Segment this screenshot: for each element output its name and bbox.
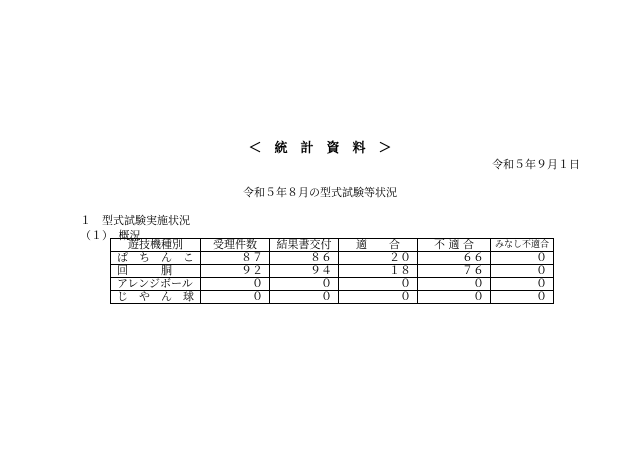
cell-non-compliant: ０	[418, 278, 491, 291]
table-row	[111, 252, 554, 265]
cell-results-issued: ０	[270, 278, 339, 291]
cell-results-issued: ０	[270, 291, 339, 304]
cell-received: ８７	[201, 252, 270, 265]
cell-compliant: ０	[339, 291, 418, 304]
row-label: ぱ ち ん こ	[111, 252, 201, 265]
cell-deemed-non-compliant: ０	[491, 291, 554, 304]
statistics-table	[110, 238, 554, 304]
column-header-results-issued: 結果書交付	[270, 239, 339, 252]
document-date: 令和５年９月１日	[492, 158, 580, 171]
row-label: アレンジボール	[111, 278, 201, 291]
cell-non-compliant: ７６	[418, 265, 491, 278]
cell-deemed-non-compliant: ０	[491, 265, 554, 278]
cell-received: ０	[201, 278, 270, 291]
cell-received: ０	[201, 291, 270, 304]
cell-deemed-non-compliant: ０	[491, 252, 554, 265]
column-header-received: 受理件数	[201, 239, 270, 252]
table-header-row	[111, 239, 554, 252]
cell-received: ９２	[201, 265, 270, 278]
table-row	[111, 291, 554, 304]
column-header-compliant: 適 合	[339, 239, 418, 252]
cell-non-compliant: ０	[418, 291, 491, 304]
table-row	[111, 265, 554, 278]
cell-deemed-non-compliant: ０	[491, 278, 554, 291]
column-header-deemed-non-compliant: みなし不適合	[491, 239, 554, 252]
cell-compliant: １８	[339, 265, 418, 278]
cell-compliant: ２０	[339, 252, 418, 265]
row-label: じ や ん 球	[111, 291, 201, 304]
document-title: ＜ 統 計 資 料 ＞	[248, 141, 392, 156]
report-subtitle: 令和５年８月の型式試験等状況	[243, 186, 397, 199]
cell-non-compliant: ６６	[418, 252, 491, 265]
cell-compliant: ０	[339, 278, 418, 291]
table-row	[111, 278, 554, 291]
row-label: 回 胴	[111, 265, 201, 278]
column-header-non-compliant: 不 適 合	[418, 239, 491, 252]
section-heading: １ 型式試験実施状況	[80, 214, 190, 227]
cell-results-issued: ８６	[270, 252, 339, 265]
cell-results-issued: ９４	[270, 265, 339, 278]
column-header-machine-type: 遊技機種別	[111, 239, 201, 252]
subsection-heading: （１） 概況	[80, 229, 141, 242]
